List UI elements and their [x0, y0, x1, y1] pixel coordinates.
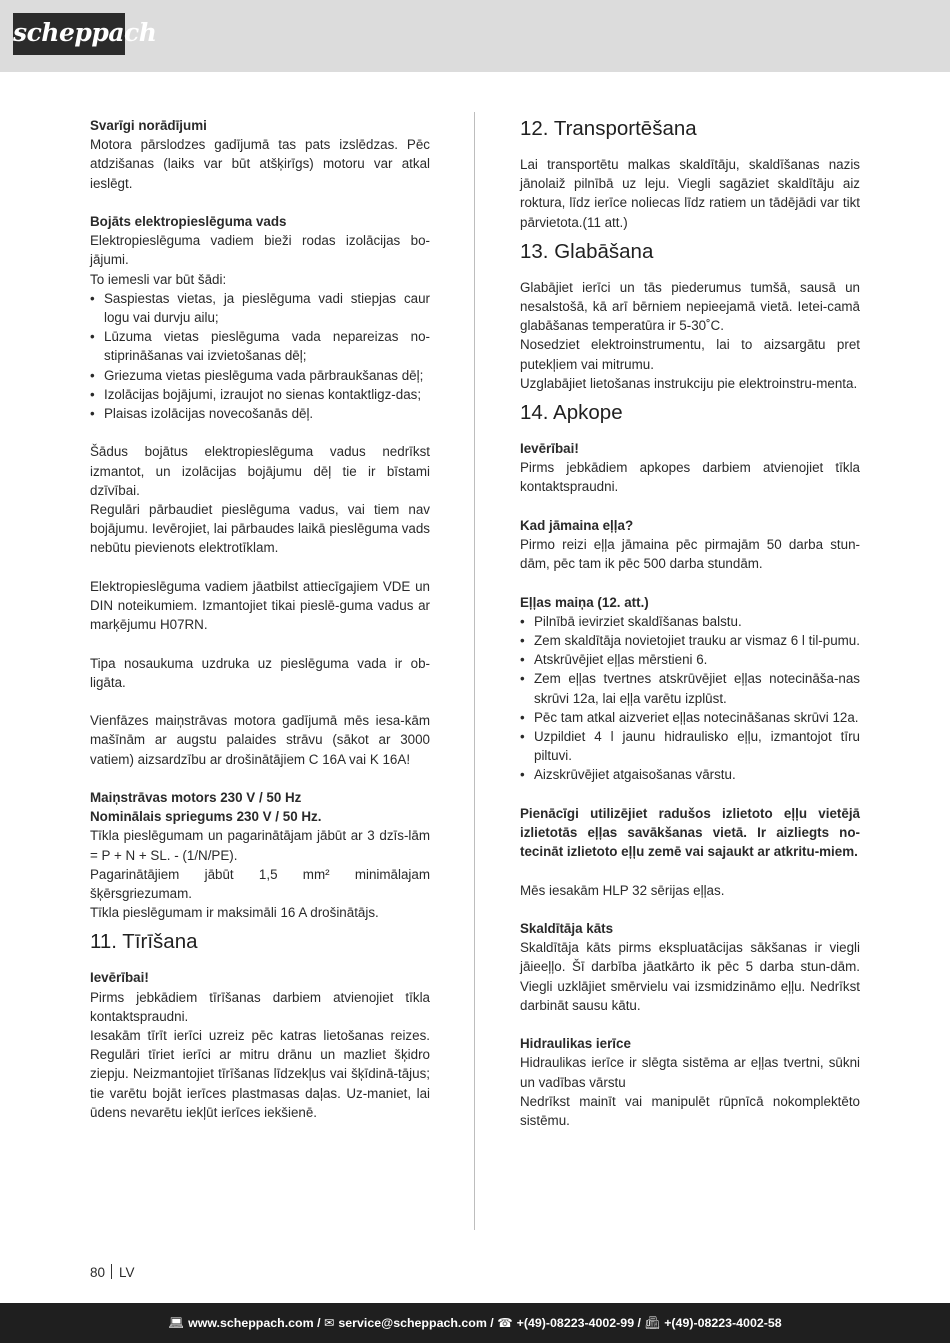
section-14-warning-text: Pirms jebkādiem apkopes darbiem atvienojiet tīkla kontaktspraudni. — [520, 460, 860, 495]
paragraph-vienfazes: Vienfāzes maiņstrāvas motora gadījumā mēs iesa-kām mašīnām ar augstu palaides strāvu (sākot ar 3000 vatiem) aizsardzību ar drošinātājiem C 16A vai K 16A! — [90, 713, 430, 767]
list-item: • Saspiestas vietas, ja pieslēguma vadi stiepjas caur logu vai durvju ailu; — [90, 289, 430, 327]
svarigi-text: Motora pārslodzes gadījumā tas pats izslēdzas. Pēc atdzišanas (laiks var būt atšķirīgs) motoru var atkal ieslēgt. — [90, 137, 430, 191]
paragraph-tikla-max: Tīkla pieslēgumam ir maksimāli 16 A drošinātājs. — [90, 905, 379, 921]
list-item: • Pilnībā ievirziet skaldīšanas balstu. — [520, 612, 860, 631]
kats-heading: Skaldītāja kāts — [520, 921, 614, 937]
list-item: • Atskrūvējiet eļļas mērstieni 6. — [520, 650, 860, 669]
list-item: • Zem skaldītāja novietojiet trauku ar vismaz 6 l til-pumu. — [520, 631, 860, 650]
list-item: • Izolācijas bojājumi, izraujot no sienas kontaktligz-das; — [90, 385, 430, 404]
fax-number: +(49)-08223-4002-58 — [664, 1316, 782, 1330]
section-12-title: 12. Transportēšana — [520, 117, 697, 140]
damage-list — [90, 289, 430, 423]
section-14-title: 14. Apkope — [520, 401, 623, 425]
contact-footer-bar — [0, 1303, 950, 1343]
list-item: • Plaisas izolācijas novecošanās dēļ. — [90, 404, 430, 423]
fax-icon: 📠︎ — [644, 1316, 661, 1330]
paragraph-vde: Elektropieslēguma vadiem jāatbilst attiecīgajiem VDE un DIN noteikumiem. Izmantojiet tikai pieslē-guma vadus ar marķējumu H07RN. — [90, 578, 430, 633]
page-number: 80 — [90, 1265, 106, 1280]
section-13-title: 13. Glabāšana — [520, 239, 654, 263]
language-code: LV — [119, 1265, 135, 1280]
list-item: • Griezuma vietas pieslēguma vada pārbraukšanas dēļ; — [90, 366, 430, 385]
section-11-warning: Ievērībai! — [90, 970, 149, 986]
paragraph-tikla: Tīkla pieslēgumam un pagarinātājam jābūt ar 3 dzīs-lām = P + N + SL. - (1/N/PE). — [90, 828, 430, 863]
section-12-text: Lai transportētu malkas skaldītāju, skaldīšanas nazis jānolaiž pilnībā uz leju. Viegli sagāziet skaldītāju aiz roktura, līdz ierīce noliecas līdz ratiem un tādējādi var tikt pārvietota.(11 att.) — [520, 157, 860, 230]
list-item: • Uzpildiet 4 l jaunu hidraulisko eļļu, izmantojot tīru piltuvi. — [520, 727, 860, 765]
voltage-spec-line: Nominālais spriegums 230 V / 50 Hz. — [90, 809, 322, 825]
phone-icon: ☎︎ — [497, 1316, 513, 1330]
page-separator — [111, 1264, 112, 1279]
section-14-warning: Ievērībai! — [520, 441, 579, 457]
hidr-heading: Hidraulikas ierīce — [520, 1036, 631, 1052]
list-item: • Lūzuma vietas pieslēguma vada nepareizas no-stiprināšanas vai izvietošanas dēļ; — [90, 327, 430, 365]
paragraph-tipa: Tipa nosaukuma uzdruka uz pieslēguma vada ir ob-ligāta. — [90, 655, 430, 690]
iemesli-text: To iemesli var būt šādi: — [90, 271, 227, 287]
email-link[interactable]: service@scheppach.com — [338, 1316, 487, 1330]
svarigi-heading: Svarīgi norādījumi — [90, 118, 207, 133]
left-column — [90, 116, 430, 1122]
motor-spec-line: Maiņstrāvas motors 230 V / 50 Hz — [90, 790, 302, 806]
computer-icon: 💻︎ — [168, 1316, 185, 1330]
bojats-text: Elektropieslēguma vadiem bieži rodas izolācijas bo-jājumi. — [90, 233, 430, 268]
kad-heading: Kad jāmaina eļļa? — [520, 517, 634, 533]
section-11-p2: Iesakām tīrīt ierīci uzreiz pēc katras lietošanas reizes. Regulāri tīriet ierīci ar mitru drānu un mazliet šķidro ziepju. Neizmantojiet tīrīšanas līdzekļus vai šķīdinā-tājus; tie varētu bojāt ierīces plastmasas daļas. Uz-maniet, lai ūdens nevarētu iekļūt ierīces iekšienē. — [90, 1028, 430, 1120]
section-13-p2: Nosedziet elektroinstrumentu, lai to aizsargātu pret putekļiem vai mitrumu. — [520, 337, 860, 372]
page-footer-number — [90, 1264, 135, 1282]
oil-change-list — [520, 612, 860, 785]
ellas-heading: Eļļas maiņa (12. att.) — [520, 594, 649, 610]
right-column — [520, 116, 860, 1130]
list-item: • Aizskrūvējiet atgaisošanas vārstu. — [520, 765, 860, 784]
list-item: • Zem eļļas tvertnes atskrūvējiet eļļas notecināša-nas skrūvi 12a, lai eļļa varētu izplūst. — [520, 669, 860, 707]
phone-number: +(49)-08223-4002-99 — [516, 1316, 635, 1330]
footer-separator: / — [637, 1316, 641, 1330]
section-13-p3: Uzglabājiet lietošanas instrukciju pie elektroinstru-menta. — [520, 375, 858, 391]
disposal-notice: Pienācīgi utilizējiet radušos izlietoto eļļu vietējā izlietotās eļļas savākšanas vietā. Ir aizliegts no-tecināt izlietoto eļļu zemē vai sajaukt ar atkritu-miem. — [520, 805, 860, 860]
section-11-p1: Pirms jebkādiem tīrīšanas darbiem atvienojiet tīkla kontaktspraudni. — [90, 989, 430, 1024]
mail-icon: ✉︎ — [324, 1316, 335, 1330]
paragraph-sadus: Šādus bojātus elektropieslēguma vadus nedrīkst izmantot, un izolācijas bojājumu dēļ tie ir bīstami dzīvībai. — [90, 444, 430, 498]
paragraph-regulari: Regulāri pārbaudiet pieslēguma vadus, vai tiem nav bojājumu. Ievērojiet, lai pārbaudes laikā pieslēguma vads nebūtu pievienots elektrotīklam. — [90, 502, 430, 556]
section-13-p1: Glabājiet ierīci un tās piederumus tumšā, sausā un nesalstošā, kā arī bērniem nepieejamā vietā. Ietei-camā glabāšanas temperatūra ir 5-30˚C. — [520, 279, 860, 334]
scheppach-logo: scheppach — [13, 13, 125, 55]
kats-text: Skaldītāja kāts pirms ekspluatācijas sākšanas ir viegli jāieeļļo. Šī darbība jāatkārto ik pēc 5 darba stun-dām. Viegli uzklājiet smērvielu vai izsmidzināmo eļļu. Nedrīkst darbināt sausu kātu. — [520, 940, 860, 1013]
footer-separator: / — [490, 1316, 494, 1330]
website-link[interactable]: www.scheppach.com — [188, 1316, 314, 1330]
column-divider — [474, 112, 475, 1230]
kad-text: Pirmo reizi eļļa jāmaina pēc pirmajām 50 darba stun-dām, pēc tam ik pēc 500 darba stundām. — [520, 537, 860, 572]
hidr-text-2: Nedrīkst mainīt vai manipulēt rūpnīcā nokomplektēto sistēmu. — [520, 1093, 860, 1129]
paragraph-pagarin: Pagarinātājiem jābūt 1,5 mm² minimālajam šķērsgriezumam. — [90, 866, 430, 902]
header-band — [0, 0, 950, 72]
hlp-text: Mēs iesakām HLP 32 sērijas eļļas. — [520, 882, 725, 898]
section-11-title: 11. Tīrīšana — [90, 930, 198, 954]
bojats-heading: Bojāts elektropieslēguma vads — [90, 214, 287, 229]
list-item: • Pēc tam atkal aizveriet eļļas notecināšanas skrūvi 12a. — [520, 708, 860, 727]
footer-separator: / — [317, 1316, 321, 1330]
hidr-text-1: Hidraulikas ierīce ir slēgta sistēma ar eļļas tvertni, sūkni un vadības vārstu — [520, 1055, 860, 1090]
